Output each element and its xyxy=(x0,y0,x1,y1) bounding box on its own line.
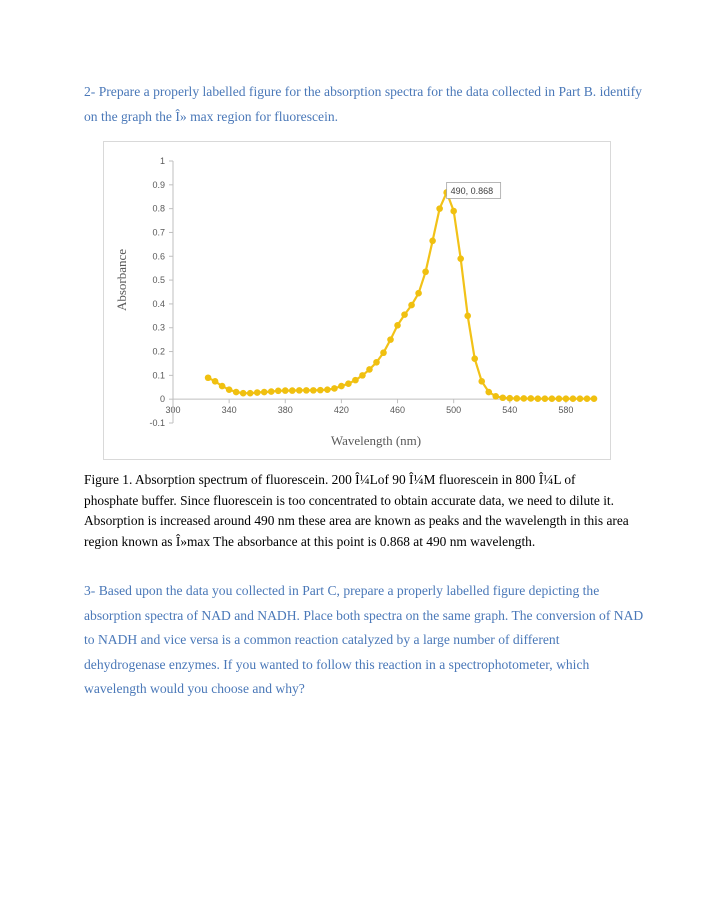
data-point xyxy=(528,395,535,402)
data-point xyxy=(499,394,506,401)
data-point xyxy=(226,386,233,393)
data-point xyxy=(556,395,563,402)
x-tick-label: 580 xyxy=(558,405,574,416)
data-point xyxy=(570,395,577,402)
data-point xyxy=(317,387,324,394)
data-point xyxy=(310,387,317,394)
data-point xyxy=(331,385,338,392)
data-point xyxy=(478,378,485,385)
data-point xyxy=(492,393,499,400)
y-tick-label: -0.1 xyxy=(149,418,165,428)
y-tick-label: 0.1 xyxy=(152,370,165,381)
data-point xyxy=(457,255,464,262)
data-point xyxy=(535,395,542,402)
data-point xyxy=(563,395,570,402)
data-point xyxy=(485,389,492,396)
data-point xyxy=(584,395,591,402)
y-tick-label: 0.9 xyxy=(152,179,165,190)
data-point xyxy=(591,395,598,402)
y-axis-title: Absorbance xyxy=(114,248,129,312)
y-tick-label: 0.6 xyxy=(152,251,165,262)
y-tick-label: 0.7 xyxy=(152,227,165,238)
y-tick-label: 0.3 xyxy=(152,322,165,333)
data-point xyxy=(296,387,303,394)
data-point xyxy=(359,372,366,379)
data-point xyxy=(240,390,247,397)
data-point xyxy=(303,387,310,394)
x-tick-label: 460 xyxy=(390,405,406,416)
data-point xyxy=(471,355,478,362)
series-line xyxy=(208,192,594,398)
chart-axes xyxy=(169,161,594,423)
data-point xyxy=(521,395,528,402)
x-tick-label: 540 xyxy=(502,405,518,416)
data-point xyxy=(429,237,436,244)
data-point xyxy=(415,290,422,297)
absorption-chart xyxy=(103,141,611,460)
data-point xyxy=(324,386,331,393)
data-point xyxy=(436,205,443,212)
data-point xyxy=(380,349,387,356)
data-point xyxy=(247,390,254,397)
x-tick-label: 500 xyxy=(446,405,462,416)
data-point xyxy=(268,388,275,395)
data-point xyxy=(219,383,226,390)
data-point xyxy=(233,389,240,396)
data-point xyxy=(212,378,219,385)
peak-annotation xyxy=(447,182,501,198)
question-3-text: 3- Based upon the data you collected in Part C, prepare a properly labelled figure depicting the absorption spectra of NAD and NADH. Place both spectra on the same graph. The conversion of NAD to NADH and vice versa is a common reaction catalyzed by a large number of different dehydrogenase enzymes. If you wanted to follow this reaction in a spectrophotometer, which wavelength would you choose and why? xyxy=(84,583,644,696)
data-point xyxy=(408,302,415,309)
y-tick-label: 0.2 xyxy=(152,346,165,357)
data-point xyxy=(352,377,359,384)
x-tick-label: 380 xyxy=(277,405,293,416)
x-tick-label: 420 xyxy=(333,405,349,416)
data-point xyxy=(261,389,268,396)
y-tick-label: 0.5 xyxy=(152,275,165,286)
data-point xyxy=(450,208,457,215)
y-tick-label: 1 xyxy=(159,156,165,166)
data-point xyxy=(289,387,296,394)
data-point xyxy=(394,322,401,329)
question-2-text: 2- Prepare a properly labelled figure for the absorption spectra for the data collected in Part B. identify on the graph the Î» max region for fluorescein. xyxy=(84,84,642,124)
data-point xyxy=(205,374,212,381)
x-tick-label: 300 xyxy=(165,405,181,416)
x-tick-label: 340 xyxy=(221,405,237,416)
data-point xyxy=(345,380,352,387)
y-tick-label: 0 xyxy=(159,394,165,405)
data-point xyxy=(542,395,549,402)
data-series xyxy=(205,189,598,402)
data-point xyxy=(422,268,429,275)
data-point xyxy=(577,395,584,402)
data-point xyxy=(338,383,345,390)
data-point xyxy=(254,389,261,396)
data-point xyxy=(373,359,380,366)
data-point xyxy=(549,395,556,402)
chart-svg xyxy=(104,142,610,459)
y-tick-labels xyxy=(149,156,165,428)
data-point xyxy=(275,388,282,395)
data-point xyxy=(507,395,514,402)
annotation-label: 490, 0.868 xyxy=(450,185,494,196)
y-tick-label: 0.4 xyxy=(152,298,165,309)
data-point xyxy=(401,311,408,318)
data-point xyxy=(464,313,471,320)
x-tick-labels xyxy=(165,405,573,415)
x-axis-title: Wavelength (nm) xyxy=(330,433,422,448)
data-point xyxy=(366,366,373,373)
data-point xyxy=(514,395,521,402)
figure-caption: Figure 1. Absorption spectrum of fluorescein. 200 Î¼Lof 90 Î¼M fluorescein in 800 Î¼L of phosphate buffer. Since fluorescein is too concentrated to obtain accurate data, we need to dilute it. Absorption is increased around 490 nm these area are known as peaks and the wavelength in this area region known as Î»max The absorbance at this point is 0.868 at 490 nm wavelength. xyxy=(84,472,629,549)
data-point xyxy=(282,387,289,394)
y-tick-label: 0.8 xyxy=(152,203,165,214)
data-point xyxy=(387,336,394,343)
